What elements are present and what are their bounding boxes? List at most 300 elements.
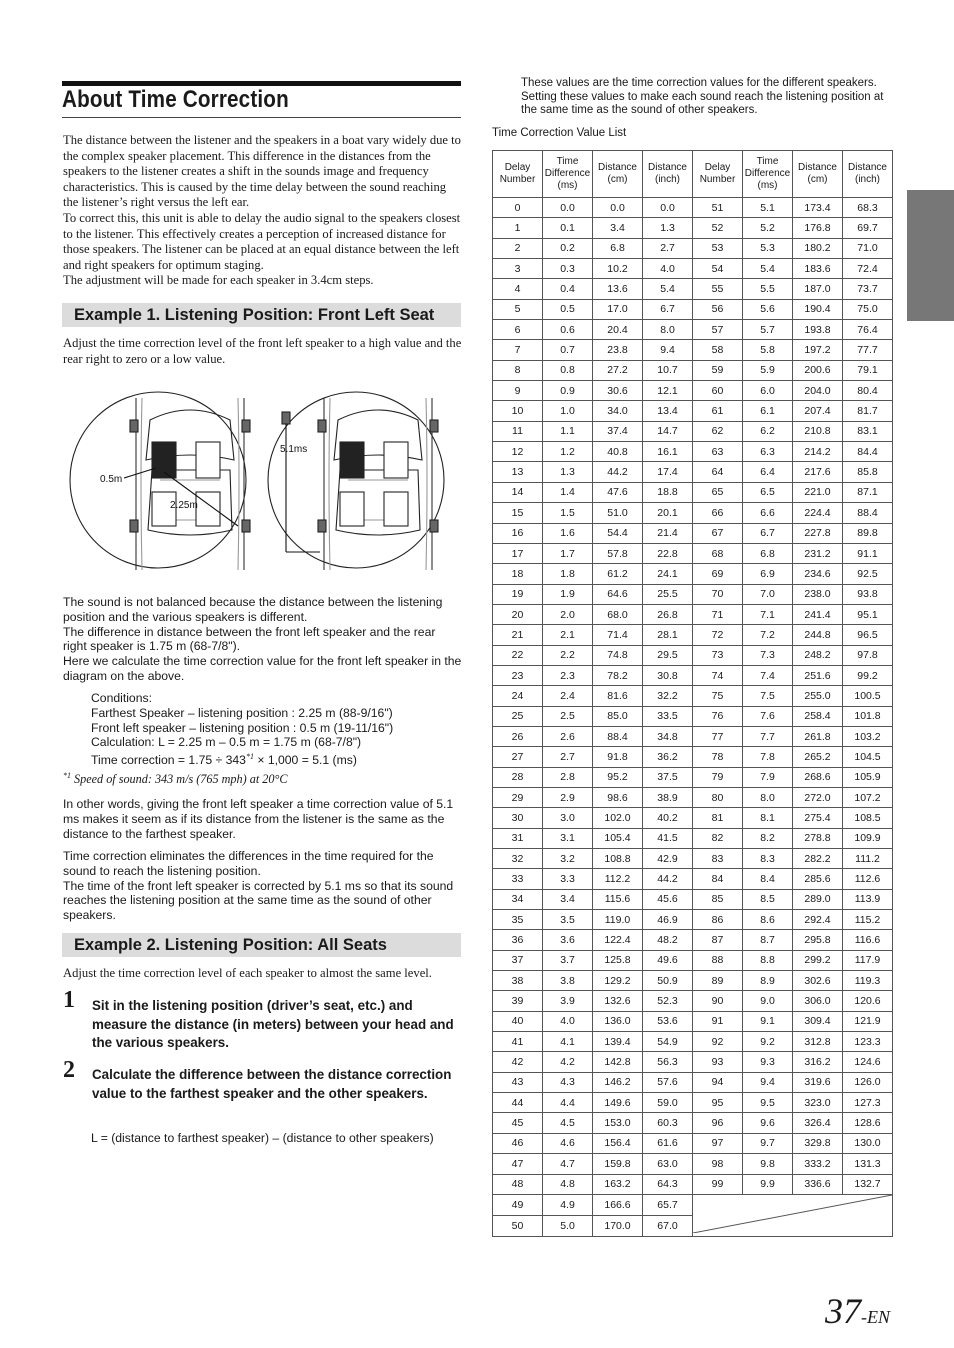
table-row [493,564,893,584]
table-cell: 2.0 [543,604,593,624]
table-cell: 57 [693,320,743,340]
diagonal-line [693,1195,892,1233]
table-cell: 88.4 [593,726,643,746]
table-cell: 46 [493,1133,543,1153]
table-cell: 95.1 [843,604,893,624]
table-cell: 62 [693,421,743,441]
table-cell: 4.1 [543,1032,593,1052]
table-cell: 19 [493,584,543,604]
table-cell: 54 [693,259,743,279]
table-cell: 9 [493,381,543,401]
table-cell: 30.8 [643,665,693,685]
table-cell: 5.6 [743,299,793,319]
column-header: Time Difference (ms) [543,151,593,198]
table-cell: 183.6 [793,259,843,279]
table-cell: 306.0 [793,991,843,1011]
table-cell: 248.2 [793,645,843,665]
table-row [493,1133,893,1153]
table-cell: 251.6 [793,665,843,685]
table-cell: 255.0 [793,686,843,706]
table-cell: 67.0 [643,1215,693,1236]
table-cell: 6.8 [743,543,793,563]
table-cell: 21 [493,625,543,645]
table-cell: 78.2 [593,665,643,685]
table-cell: 1.6 [543,523,593,543]
table-cell: 86 [693,910,743,930]
table-cell: 17 [493,543,543,563]
table-cell: 40.8 [593,442,643,462]
table-cell: 32.2 [643,686,693,706]
table-cell: 20.1 [643,503,693,523]
table-cell: 105.4 [593,828,643,848]
table-cell: 68 [693,543,743,563]
table-cell: 6.3 [743,442,793,462]
table-cell: 65.7 [643,1194,693,1215]
explain-line: The difference in distance between the front left speaker and the rear right speaker is 1.75 m (68-7/8"). [63,624,436,654]
table-cell: 2.9 [543,787,593,807]
table-cell: 7.4 [743,665,793,685]
table-cell: 97 [693,1133,743,1153]
table-cell: 272.0 [793,787,843,807]
table-cell: 0.7 [543,340,593,360]
table-row [493,218,893,238]
table-cell: 53 [693,238,743,258]
table-cell: 48.2 [643,930,693,950]
table-cell: 6 [493,320,543,340]
table-cell: 26 [493,726,543,746]
example1-after-2: Time correction eliminates the differences in the time required for the sound to reach the listening position. The time of the front left speaker is corrected by 5.1 ms so that its sound reaches the listening position at the same time as the sound of other speakers. [63,849,454,923]
table-cell: 131.3 [843,1154,893,1174]
table-cell: 99.2 [843,665,893,685]
table-cell: 25 [493,706,543,726]
column-header: Time Difference (ms) [743,151,793,198]
table-row [493,910,893,930]
table-cell: 24.1 [643,564,693,584]
table-cell: 8.7 [743,930,793,950]
table-cell: 117.9 [843,950,893,970]
example2-heading: Example 2. Listening Position: All Seats [74,936,387,954]
example2-instruction: Adjust the time correction level of each speaker to almost the same level. [63,966,432,980]
table-row [493,1052,893,1072]
table-cell: 30.6 [593,381,643,401]
table-cell: 4.9 [543,1194,593,1215]
table-cell: 241.4 [793,604,843,624]
table-cell: 9.5 [743,1093,793,1113]
table-cell: 77 [693,726,743,746]
table-cell: 7.7 [743,726,793,746]
table-cell: 116.6 [843,930,893,950]
table-row [493,340,893,360]
conditions-block [91,691,461,768]
table-cell: 18.8 [643,482,693,502]
table-row [493,320,893,340]
table-cell: 6.2 [743,421,793,441]
table-cell: 309.4 [793,1011,843,1031]
table-row [493,279,893,299]
table-cell: 38.9 [643,787,693,807]
table-cell: 13.4 [643,401,693,421]
table-cell: 9.7 [743,1133,793,1153]
table-cell: 77.7 [843,340,893,360]
table-cell: 92 [693,1032,743,1052]
table-cell: 78 [693,747,743,767]
table-cell: 3 [493,259,543,279]
table-cell: 9.4 [643,340,693,360]
step-number: 2 [63,1057,75,1083]
table-cell: 9.1 [743,1011,793,1031]
table-cell: 6.1 [743,401,793,421]
table-cell: 35 [493,910,543,930]
table-cell: 80 [693,787,743,807]
table-cell: 1.4 [543,482,593,502]
table-cell: 37 [493,950,543,970]
table-cell: 22 [493,645,543,665]
table-cell: 2.4 [543,686,593,706]
table-cell: 23.8 [593,340,643,360]
table-cell: 9.0 [743,991,793,1011]
table-cell: 67 [693,523,743,543]
table-row [493,767,893,787]
table-cell: 234.6 [793,564,843,584]
table-cell: 65 [693,482,743,502]
table-cell: 64.6 [593,584,643,604]
table-cell: 81.7 [843,401,893,421]
table-row [493,360,893,380]
table-cell: 108.8 [593,849,643,869]
table-cell: 139.4 [593,1032,643,1052]
table-cell: 8.3 [743,849,793,869]
table-cell: 173.4 [793,198,843,218]
table-cell: 16 [493,523,543,543]
table-row [493,706,893,726]
table-cell: 66 [693,503,743,523]
table-cell: 53.6 [643,1011,693,1031]
table-cell: 60.3 [643,1113,693,1133]
table-cell: 82 [693,828,743,848]
condition-line: Farthest Speaker – listening position : 2.25 m (88-9/16") [91,705,393,720]
table-cell: 238.0 [793,584,843,604]
table-row [493,503,893,523]
table-cell: 7.0 [743,584,793,604]
table-row [493,1154,893,1174]
table-cell: 295.8 [793,930,843,950]
table-cell: 0.4 [543,279,593,299]
table-cell: 0 [493,198,543,218]
table-cell: 1.0 [543,401,593,421]
table-cell: 33 [493,869,543,889]
table-cell: 336.6 [793,1174,843,1194]
table-cell: 316.2 [793,1052,843,1072]
table-cell: 121.9 [843,1011,893,1031]
section-tab [907,190,954,321]
table-row [493,889,893,909]
table-cell: 28.1 [643,625,693,645]
table-cell: 156.4 [593,1133,643,1153]
time-correction-formula: Time correction = $1.75 \div 343^{*1} \times 1,000 = 5.1$ (ms) [91,752,357,768]
table-cell: 36 [493,930,543,950]
table-cell: 170.0 [593,1215,643,1236]
title-underline [62,117,461,118]
table-cell: 5.4 [743,259,793,279]
table-cell: 23 [493,665,543,685]
table-cell: 6.9 [743,564,793,584]
table-cell: 244.8 [793,625,843,645]
table-cell: 12.1 [643,381,693,401]
table-row [493,726,893,746]
table-cell: 0.0 [543,198,593,218]
table-row [493,1113,893,1133]
table-cell: 9.9 [743,1174,793,1194]
table-cell: 76.4 [843,320,893,340]
table-cell: 14.7 [643,421,693,441]
table-cell: 80.4 [843,381,893,401]
table-cell: 91 [693,1011,743,1031]
table-cell: 119.0 [593,910,643,930]
table-cell: 333.2 [793,1154,843,1174]
table-cell: 72.4 [843,259,893,279]
table-cell: 5.8 [743,340,793,360]
table-cell: 29 [493,787,543,807]
table-cell: 1.9 [543,584,593,604]
time-correction-table [492,150,893,1237]
table-cell: 8.8 [743,950,793,970]
table-cell: 47 [493,1154,543,1174]
table-cell: 41 [493,1032,543,1052]
table-row [493,1093,893,1113]
table-cell: 115.6 [593,889,643,909]
table-cell: 190.4 [793,299,843,319]
table-cell: 33.5 [643,706,693,726]
table-cell: 1.2 [543,442,593,462]
table-cell: 87.1 [843,482,893,502]
table-cell: 64 [693,462,743,482]
table-cell: 2.7 [543,747,593,767]
table-cell: 4.0 [543,1011,593,1031]
table-row [493,645,893,665]
table-cell: 48 [493,1174,543,1194]
table-cell: 7.1 [743,604,793,624]
table-cell: 95.2 [593,767,643,787]
table-cell: 34 [493,889,543,909]
page-number: 37-EN [825,1291,890,1331]
table-cell: 8.2 [743,828,793,848]
table-cell: 1 [493,218,543,238]
table-cell: 142.8 [593,1052,643,1072]
table-cell: 207.4 [793,401,843,421]
table-cell: 120.6 [843,991,893,1011]
step-text: Sit in the listening position (driver’s seat, etc.) and measure the distance (in meters) between your head and the various speakers. [92,998,454,1050]
table-cell: 0.1 [543,218,593,238]
table-cell: 231.2 [793,543,843,563]
table-row [493,482,893,502]
table-row [493,401,893,421]
table-cell: 0.3 [543,259,593,279]
table-cell: 3.0 [543,808,593,828]
table-row [493,421,893,441]
table-cell: 13.6 [593,279,643,299]
table-cell: 40.2 [643,808,693,828]
table-row [493,523,893,543]
table-cell: 3.4 [543,889,593,909]
condition-line: Calculation: L = 2.25 m – 0.5 m = 1.75 m (68-7/8") [91,735,362,750]
table-cell: 57.8 [593,543,643,563]
table-cell: 125.8 [593,950,643,970]
table-cell: 20 [493,604,543,624]
table-cell: 0.9 [543,381,593,401]
table-cell: 326.4 [793,1113,843,1133]
table-row [493,625,893,645]
table-cell: 52 [693,218,743,238]
table-cell: 25.5 [643,584,693,604]
table-cell: 79.1 [843,360,893,380]
table-row [493,869,893,889]
table-cell: 60 [693,381,743,401]
table-cell: 7.2 [743,625,793,645]
table-cell: 0.5 [543,299,593,319]
speaker-position-diagram [66,380,460,580]
diagram-label: 2.25m [170,500,198,511]
table-row [493,442,893,462]
table-cell: 89 [693,971,743,991]
table-cell: 61 [693,401,743,421]
table-cell: 132.6 [593,991,643,1011]
table-cell: 115.2 [843,910,893,930]
table-cell: 180.2 [793,238,843,258]
table-cell: 6.7 [743,523,793,543]
table-cell: 13 [493,462,543,482]
table-row [493,991,893,1011]
table-cell: 275.4 [793,808,843,828]
table-cell: 24 [493,686,543,706]
table-cell: 7.3 [743,645,793,665]
condition-line: Front left speaker – listening position : 0.5 m (19-11/16") [91,720,394,735]
table-row [493,971,893,991]
table-cell: 55 [693,279,743,299]
table-cell: 0.6 [543,320,593,340]
table-cell: 85.8 [843,462,893,482]
intro-paragraph: The distance between the listener and the speakers in a boat vary widely due to the complex speaker placement. This difference in the distances from the speakers to the listener creates a shift in the sounds image and frequency characteristics. This is caused by the time delay between the sound reaching the listener’s right versus the left ear. [63,133,461,210]
table-cell: 282.2 [793,849,843,869]
table-cell: 149.6 [593,1093,643,1113]
table-cell: 1.5 [543,503,593,523]
table-row [493,584,893,604]
table-cell: 88.4 [843,503,893,523]
table-cell: 68.3 [843,198,893,218]
diagram-label: 0.5m [100,474,123,485]
table-cell: 12 [493,442,543,462]
table-cell: 10.2 [593,259,643,279]
table-cell: 299.2 [793,950,843,970]
table-cell: 323.0 [793,1093,843,1113]
table-cell: 329.8 [793,1133,843,1153]
table-cell: 49 [493,1194,543,1215]
table-cell: 265.2 [793,747,843,767]
table-row [493,259,893,279]
step-number: 1 [63,987,75,1013]
table-cell: 59 [693,360,743,380]
table-cell: 204.0 [793,381,843,401]
table-cell: 32 [493,849,543,869]
table-cell: 8.1 [743,808,793,828]
table-row [493,849,893,869]
table-cell: 74 [693,665,743,685]
table-cell: 0.0 [593,198,643,218]
table-row [493,1011,893,1031]
table-cell: 5.0 [543,1215,593,1236]
table-cell: 166.6 [593,1194,643,1215]
table-row [493,665,893,685]
table-cell: 2.8 [543,767,593,787]
table-cell: 83.1 [843,421,893,441]
table-cell: 22.8 [643,543,693,563]
table-cell: 84 [693,869,743,889]
table-cell: 126.0 [843,1072,893,1092]
table-cell: 61.6 [643,1133,693,1153]
table-cell: 16.1 [643,442,693,462]
table-cell: 2.2 [543,645,593,665]
table-cell: 8.9 [743,971,793,991]
table-cell: 221.0 [793,482,843,502]
table-cell: 52.3 [643,991,693,1011]
table-cell: 21.4 [643,523,693,543]
table-row [493,462,893,482]
table-cell: 81 [693,808,743,828]
table-cell: 5.4 [643,279,693,299]
table-cell: 9.8 [743,1154,793,1174]
table-cell: 89.8 [843,523,893,543]
table-row [493,1032,893,1052]
example1-instruction: Adjust the time correction level of the front left speaker to a high value and the rear right to zero or a low value. [63,336,462,366]
table-cell: 200.6 [793,360,843,380]
table-cell: 278.8 [793,828,843,848]
table-cell: 44.2 [593,462,643,482]
table-cell: 46.9 [643,910,693,930]
table-cell: 5.9 [743,360,793,380]
table-cell: 72 [693,625,743,645]
explain-line: The sound is not balanced because the distance between the listening position and the various speakers is different. [63,595,443,624]
table-cell: 71.0 [843,238,893,258]
table-cell: 176.8 [793,218,843,238]
table-cell: 4.4 [543,1093,593,1113]
page-title: About Time Correction [62,86,289,113]
table-cell: 0.2 [543,238,593,258]
table-cell: 69 [693,564,743,584]
table-row [493,299,893,319]
table-cell: 153.0 [593,1113,643,1133]
table-cell: 49.6 [643,950,693,970]
table-cell: 6.0 [743,381,793,401]
table-cell: 3.8 [543,971,593,991]
table-cell: 6.5 [743,482,793,502]
intro-text [63,133,462,289]
table-cell: 44 [493,1093,543,1113]
example1-heading-bar [62,303,461,327]
table-cell: 210.8 [793,421,843,441]
table-cell: 57.6 [643,1072,693,1092]
table-cell: 1.3 [543,462,593,482]
table-cell: 6.7 [643,299,693,319]
table-row [493,238,893,258]
table-cell: 1.3 [643,218,693,238]
table-cell: 2 [493,238,543,258]
table-cell: 159.8 [593,1154,643,1174]
table-cell: 99 [693,1174,743,1194]
table-intro: These values are the time correction values for the different speakers. Setting these values to make each sound reach the listening position at the same time as the sound of other speakers. [521,77,884,117]
table-row [493,950,893,970]
table-cell: 18 [493,564,543,584]
conditions-heading: Conditions: [91,691,152,705]
table-cell: 42.9 [643,849,693,869]
